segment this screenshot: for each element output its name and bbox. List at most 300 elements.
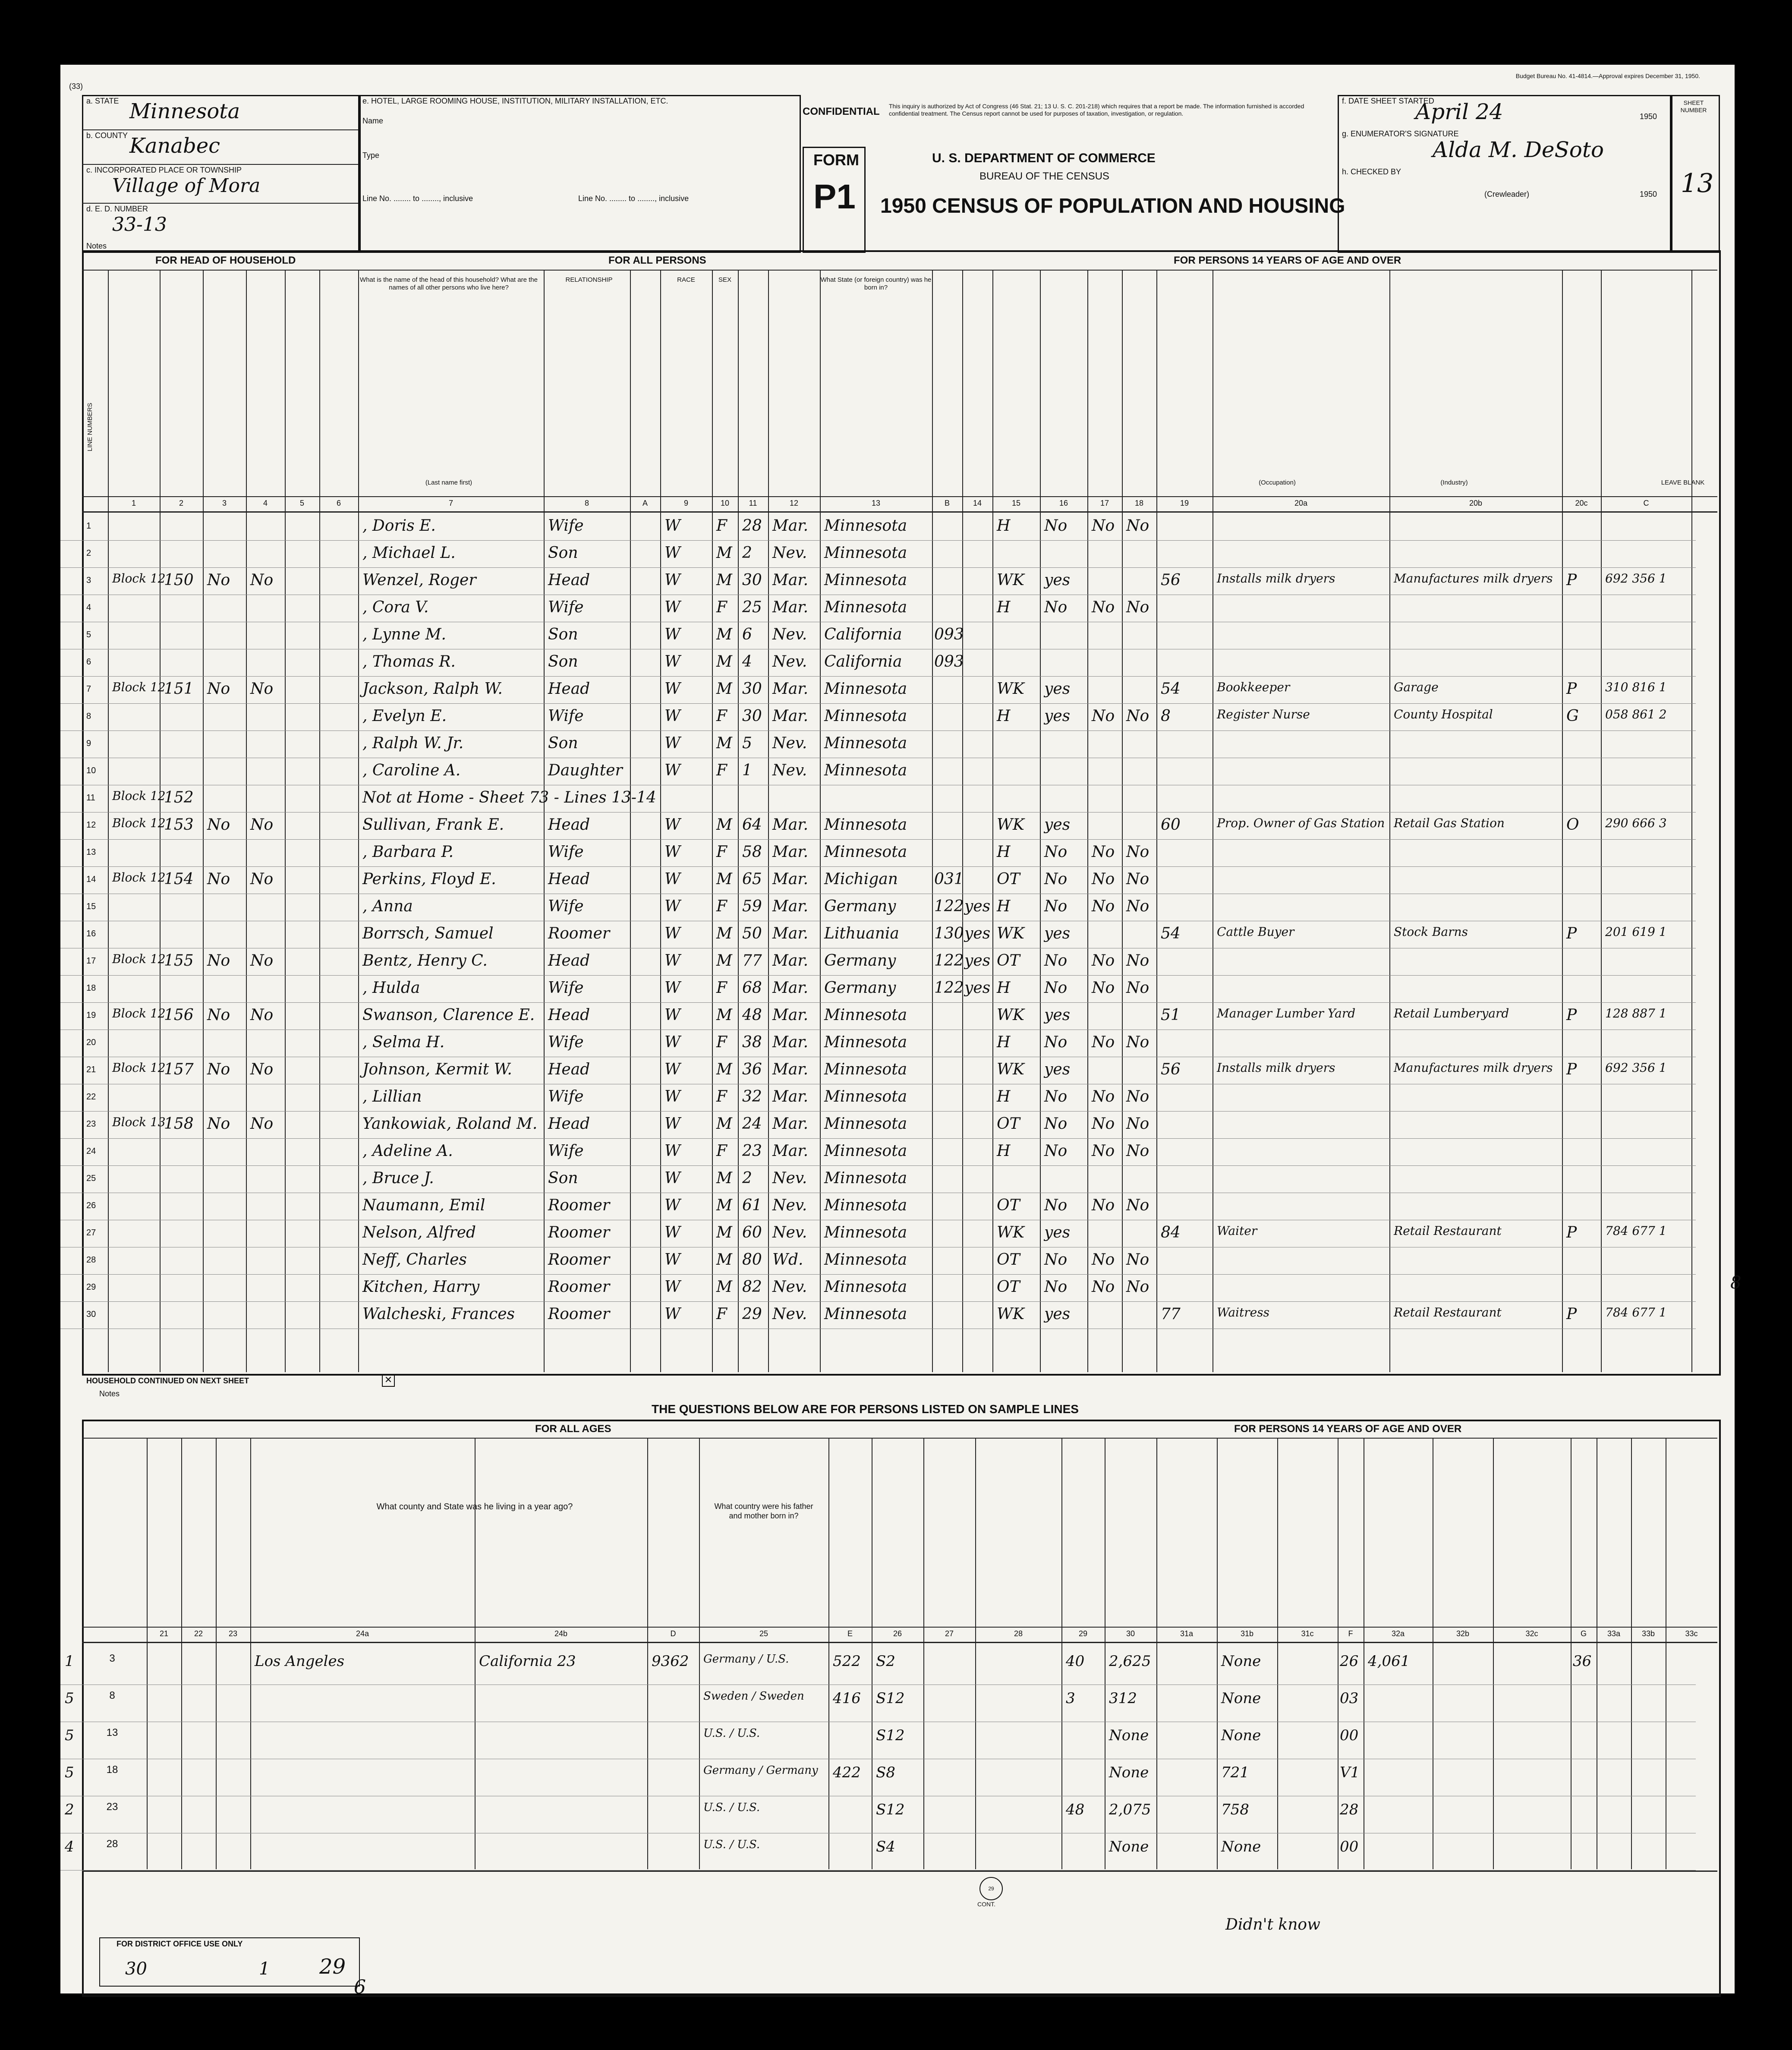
parents-birthplace: U.S. / U.S. (703, 1838, 760, 1851)
sex: M (716, 1278, 732, 1296)
table-row (60, 622, 1696, 649)
column-number: 4 (263, 499, 268, 507)
hours: 8 (1161, 707, 1171, 725)
sex: M (716, 1115, 732, 1133)
has-job: No (1126, 870, 1150, 888)
has-job: No (1126, 979, 1150, 997)
relationship: Wife (548, 843, 584, 861)
race-head: RACE (677, 276, 695, 283)
line-number: 16 (86, 929, 96, 938)
race: W (665, 762, 681, 779)
marital-status: Mar. (772, 870, 809, 888)
other-count: 1 (259, 1959, 270, 1979)
checked-by-label: h. CHECKED BY (1342, 167, 1401, 176)
line-number: 3 (86, 576, 91, 585)
age: 60 (742, 1224, 762, 1241)
column-number: 5 (299, 499, 304, 507)
sample-over14-title: FOR PERSONS 14 YEARS OF AGE AND OVER (1234, 1423, 1462, 1435)
line-number: 29 (86, 1282, 96, 1292)
race: W (665, 544, 681, 562)
table-row (60, 976, 1696, 1003)
birthplace: Minnesota (824, 571, 907, 589)
industry: Stock Barns (1394, 925, 1468, 939)
sample-column-number: G (1580, 1629, 1587, 1638)
serial-number: 150 (164, 571, 194, 589)
parents-birthplace: Sweden / Sweden (703, 1690, 804, 1703)
line-number: 7 (86, 684, 91, 694)
year-label: 1950 (1640, 112, 1657, 121)
block-note: Block 12 (112, 571, 166, 586)
marital-status: Nev. (772, 626, 807, 643)
person-name: , Lynne M. (362, 626, 446, 643)
acres-answer: No (250, 816, 274, 834)
bureau-label: BUREAU OF THE CENSUS (979, 170, 1109, 182)
other-income: None (1221, 1838, 1261, 1855)
sex: M (716, 816, 732, 834)
birthplace: California (824, 653, 902, 671)
marital-status: Mar. (772, 1061, 809, 1078)
sex: M (716, 952, 732, 970)
line-number: 4 (86, 603, 91, 612)
race: W (665, 1088, 681, 1105)
birthplace: Minnesota (824, 1061, 907, 1078)
relationship: Head (548, 1006, 590, 1024)
activity: OT (997, 952, 1020, 970)
table-row (60, 1275, 1696, 1302)
person-name: Wenzel, Roger (362, 571, 476, 589)
column-number: 2 (179, 499, 183, 507)
person-name: , Evelyn E. (362, 707, 447, 725)
column-number: C (1643, 499, 1649, 507)
age: 30 (742, 707, 762, 725)
enumerator-signature: Alda M. DeSoto (1433, 137, 1604, 162)
relationship: Wife (548, 1142, 584, 1160)
farm-answer: No (207, 1061, 230, 1078)
sample-line: 8 (109, 1690, 115, 1701)
worked: No (1044, 1197, 1068, 1214)
column-number: 7 (448, 499, 453, 507)
looking: No (1092, 1115, 1115, 1133)
sample-line: 23 (106, 1801, 118, 1813)
birthplace: Minnesota (824, 816, 907, 834)
sample-column-number: 23 (228, 1629, 238, 1638)
marital-status: Nev. (772, 734, 807, 752)
birth-code: 093 (934, 626, 964, 643)
relationship: Son (548, 734, 578, 752)
industry: Retail Lumberyard (1394, 1006, 1509, 1020)
age: 68 (742, 979, 762, 997)
grade: S4 (876, 1838, 895, 1855)
code-f: V1 (1340, 1764, 1360, 1781)
line-number: 8 (86, 712, 91, 721)
person-name: Naumann, Emil (362, 1197, 485, 1214)
birthplace: Lithuania (824, 925, 899, 942)
county-year-ago: Los Angeles (255, 1653, 345, 1670)
relationship-head: RELATIONSHIP (565, 276, 613, 283)
person-name: Sullivan, Frank E. (362, 816, 504, 834)
sex: F (716, 707, 727, 725)
sample-column-number: 32a (1391, 1629, 1405, 1638)
age: 23 (742, 1142, 762, 1160)
serial-number: 151 (164, 680, 194, 698)
age: 82 (742, 1278, 762, 1296)
table-row (60, 1193, 1696, 1220)
ed-value: 33-13 (112, 214, 167, 236)
naturalized: yes (964, 925, 991, 942)
activity: H (997, 598, 1011, 616)
line-number: 11 (86, 793, 95, 803)
name-subhead: (Last name first) (425, 479, 472, 486)
sample-column-number: 25 (759, 1629, 768, 1638)
grade: S8 (876, 1764, 895, 1781)
column-number: 14 (973, 499, 982, 507)
sample-column-number: 21 (159, 1629, 169, 1638)
worked: yes (1044, 816, 1071, 834)
table-row (60, 921, 1696, 948)
grade: S12 (876, 1727, 905, 1744)
race: W (665, 1224, 681, 1241)
hotel-block (358, 95, 801, 253)
birth-code: 031 (934, 870, 964, 888)
serial-number: 158 (164, 1115, 194, 1133)
sample-mark: 1 (65, 1653, 74, 1670)
activity: WK (997, 571, 1024, 589)
marital-status: Mar. (772, 707, 809, 725)
relationship: Wife (548, 1033, 584, 1051)
line-number: 1 (86, 521, 91, 531)
sex: M (716, 1061, 732, 1078)
state-value: Minnesota (129, 99, 240, 123)
looking: No (1092, 1033, 1115, 1051)
acres-answer: No (250, 571, 274, 589)
sample-column-number: 33b (1641, 1629, 1655, 1638)
parents-birthplace: Germany / U.S. (703, 1653, 789, 1666)
notes-label-2: Notes (99, 1389, 120, 1398)
person-name: , Caroline A. (362, 762, 461, 779)
class-of-worker: G (1566, 707, 1579, 725)
hotel-name-label: Name (362, 117, 384, 125)
relationship: Daughter (548, 762, 623, 779)
age: 32 (742, 1088, 762, 1105)
industry: Retail Restaurant (1394, 1305, 1502, 1319)
worked: No (1044, 598, 1068, 616)
line-number: 9 (86, 739, 91, 748)
age: 2 (742, 1169, 752, 1187)
age: 6 (742, 626, 752, 643)
column-number: 20a (1294, 499, 1308, 507)
farm-answer: No (207, 870, 230, 888)
line-number: 18 (86, 983, 96, 993)
activity: OT (997, 1278, 1020, 1296)
race: W (665, 1169, 681, 1187)
line-number: 30 (86, 1310, 96, 1319)
dept-label: U. S. DEPARTMENT OF COMMERCE (932, 151, 1156, 165)
person-name: , Michael L. (362, 544, 456, 562)
age: 80 (742, 1251, 762, 1269)
race: W (665, 1251, 681, 1269)
line-number: 20 (86, 1038, 96, 1047)
race: W (665, 816, 681, 834)
marital-status: Mar. (772, 517, 809, 535)
birthplace: Minnesota (824, 1224, 907, 1241)
sex: M (716, 626, 732, 643)
person-name: Neff, Charles (362, 1251, 467, 1269)
marital-status: Mar. (772, 680, 809, 698)
farm-answer: No (207, 680, 230, 698)
relationship: Roomer (548, 925, 610, 942)
worked: No (1044, 1278, 1068, 1296)
age: 30 (742, 680, 762, 698)
line-number: 13 (86, 847, 96, 857)
birth-code: 122 (934, 952, 964, 970)
industry: County Hospital (1394, 707, 1493, 721)
has-job: No (1126, 598, 1150, 616)
block-note: Block 12 (112, 789, 166, 803)
person-name: , Selma H. (362, 1033, 445, 1051)
industry: Garage (1394, 680, 1439, 694)
sample-line: 13 (106, 1727, 118, 1738)
table-row (60, 894, 1696, 921)
person-name: , Hulda (362, 979, 420, 997)
person-name: Jackson, Ralph W. (362, 680, 503, 698)
age: 48 (742, 1006, 762, 1024)
sample-column-number: 28 (1014, 1629, 1023, 1638)
wage-income: 2,075 (1109, 1801, 1151, 1818)
state-label: a. STATE (86, 97, 119, 105)
sheet-number: 13 (1681, 168, 1714, 198)
looking: No (1092, 843, 1115, 861)
hours: 56 (1161, 571, 1181, 589)
birthplace: Minnesota (824, 843, 907, 861)
serial-number: 157 (164, 1061, 194, 1078)
sex: F (716, 598, 727, 616)
column-number: 18 (1134, 499, 1144, 507)
table-row (60, 1166, 1696, 1193)
sex: F (716, 979, 727, 997)
activity: OT (997, 1197, 1020, 1214)
activity: H (997, 843, 1011, 861)
grade: S12 (876, 1690, 905, 1707)
table-row (60, 541, 1696, 568)
name-question: What is the name of the head of this household? What are the names of all other persons who live here? (360, 276, 538, 291)
worked: No (1044, 1251, 1068, 1269)
column-number: 1 (131, 499, 136, 507)
sex: M (716, 925, 732, 942)
wage-income: None (1109, 1838, 1149, 1855)
sample-column-number: 33a (1607, 1629, 1621, 1638)
race: W (665, 1305, 681, 1323)
activity: H (997, 1033, 1011, 1051)
census-code: 784 677 1 (1605, 1305, 1667, 1319)
race: W (665, 870, 681, 888)
confidential-label: CONFIDENTIAL (803, 106, 880, 117)
over14-title: FOR PERSONS 14 YEARS OF AGE AND OVER (1174, 255, 1401, 266)
line-number: 22 (86, 1092, 96, 1102)
code-f: 00 (1340, 1838, 1359, 1855)
column-number: 12 (789, 499, 799, 507)
naturalized: yes (964, 979, 991, 997)
state-year-ago: California 23 (479, 1653, 576, 1670)
sex: M (716, 653, 732, 671)
race: W (665, 843, 681, 861)
occupation-head: (Occupation) (1259, 479, 1296, 486)
sample-row (60, 1830, 1696, 1871)
sample-row (60, 1644, 1696, 1685)
relationship: Roomer (548, 1278, 610, 1296)
other-income: None (1221, 1690, 1261, 1707)
hours: 54 (1161, 680, 1181, 698)
column-number: 6 (336, 499, 341, 507)
column-number: B (944, 499, 950, 507)
age: 38 (742, 1033, 762, 1051)
county-value: Kanabec (129, 134, 220, 158)
race: W (665, 680, 681, 698)
looking: No (1092, 952, 1115, 970)
age: 64 (742, 816, 762, 834)
hours: 84 (1161, 1224, 1181, 1241)
person-name: , Bruce J. (362, 1169, 434, 1187)
marital-status: Nev. (772, 1224, 807, 1241)
line-number: 5 (86, 630, 91, 639)
table-row (60, 731, 1696, 758)
relationship: Head (548, 680, 590, 698)
wage-income: None (1109, 1727, 1149, 1744)
race: W (665, 925, 681, 942)
acres-answer: No (250, 1006, 274, 1024)
census-sheet (60, 65, 1742, 1998)
race: W (665, 1115, 681, 1133)
census-code: 310 816 1 (1605, 680, 1667, 694)
table-row (60, 1112, 1696, 1139)
has-job: No (1126, 1251, 1150, 1269)
occupation: Waitress (1217, 1305, 1269, 1319)
sex: M (716, 1006, 732, 1024)
serial-number: 154 (164, 870, 194, 888)
age: 50 (742, 925, 762, 942)
worked: No (1044, 1033, 1068, 1051)
form-number: P1 (813, 177, 856, 216)
table-row (60, 812, 1696, 840)
sample-mark: 5 (65, 1690, 74, 1707)
worked: yes (1044, 925, 1071, 942)
activity: H (997, 1142, 1011, 1160)
table-row (60, 948, 1696, 976)
birthplace: Minnesota (824, 1033, 907, 1051)
sample-column-number: 29 (1078, 1629, 1088, 1638)
person-name: Walcheski, Frances (362, 1305, 515, 1323)
activity: OT (997, 1251, 1020, 1269)
column-number: 20b (1469, 499, 1483, 507)
race: W (665, 626, 681, 643)
other-income: 721 (1221, 1764, 1249, 1781)
lines-total: 30 (125, 1959, 147, 1979)
occupation: Waiter (1217, 1224, 1257, 1238)
birthplace: Minnesota (824, 1088, 907, 1105)
sex: M (716, 1251, 732, 1269)
marital-status: Nev. (772, 1169, 807, 1187)
race: W (665, 1061, 681, 1078)
parents-birthplace: U.S. / U.S. (703, 1801, 760, 1814)
sex: M (716, 571, 732, 589)
sample-column-number: 31a (1180, 1629, 1194, 1638)
table-row (60, 1247, 1696, 1275)
household-continued-checkbox[interactable]: ✕ (382, 1374, 395, 1387)
census-code: 784 677 1 (1605, 1224, 1667, 1238)
code-f: 28 (1340, 1801, 1359, 1818)
acres-answer: No (250, 1115, 274, 1133)
line-number: 14 (86, 875, 96, 884)
worked: No (1044, 1088, 1068, 1105)
activity: H (997, 707, 1011, 725)
farm-answer: No (207, 952, 230, 970)
activity: OT (997, 870, 1020, 888)
serial-number: 156 (164, 1006, 194, 1024)
occupation: Prop. Owner of Gas Station (1217, 816, 1385, 830)
enumerator-label: g. ENUMERATOR'S SIGNATURE (1342, 129, 1459, 138)
activity: WK (997, 680, 1024, 698)
person-name: Johnson, Kermit W. (362, 1061, 512, 1078)
column-number: 11 (749, 499, 757, 507)
sex: F (716, 517, 727, 535)
serial-number: 152 (164, 789, 194, 806)
person-name: , Lillian (362, 1088, 422, 1105)
marital-status: Mar. (772, 816, 809, 834)
has-job: No (1126, 952, 1150, 970)
form-title: 1950 CENSUS OF POPULATION AND HOUSING (880, 195, 1345, 217)
sample-column-number: 24a (356, 1629, 369, 1638)
sample-column-number: 32c (1525, 1629, 1538, 1638)
age: 4 (742, 653, 752, 671)
table-row (60, 758, 1696, 785)
looking: No (1092, 1278, 1115, 1296)
sample-column-number: 22 (194, 1629, 203, 1638)
race: W (665, 1142, 681, 1160)
farm-answer: No (207, 571, 230, 589)
date-started: April 24 (1415, 99, 1503, 124)
activity: WK (997, 1006, 1024, 1024)
activity: H (997, 1088, 1011, 1105)
birthplace: California (824, 626, 902, 643)
sample-row (60, 1792, 1696, 1833)
table-row (60, 840, 1696, 867)
acres-answer: No (250, 870, 274, 888)
head-section-title: FOR HEAD OF HOUSEHOLD (155, 255, 296, 266)
relationship: Roomer (548, 1305, 610, 1323)
q35-answer: Didn't know (1225, 1916, 1320, 1933)
line-number: 19 (86, 1011, 96, 1020)
looking: No (1092, 979, 1115, 997)
wage-income: 312 (1109, 1690, 1137, 1707)
weeks-worked: 40 (1066, 1653, 1085, 1670)
birthplace: Minnesota (824, 734, 907, 752)
person-name: Swanson, Clarence E. (362, 1006, 535, 1024)
sex: M (716, 870, 732, 888)
has-job: No (1126, 1142, 1150, 1160)
person-name: Bentz, Henry C. (362, 952, 488, 970)
farm-answer: No (207, 1115, 230, 1133)
relationship: Son (548, 653, 578, 671)
sample-line: 28 (106, 1838, 118, 1850)
wage-income: None (1109, 1764, 1149, 1781)
farm-answer: No (207, 1006, 230, 1024)
relationship: Roomer (548, 1224, 610, 1241)
line-range-label: Line No. ........ to ........, inclusive (362, 194, 473, 203)
county-label: b. COUNTY (86, 131, 128, 140)
industry: Retail Restaurant (1394, 1224, 1502, 1238)
age: 2 (742, 544, 752, 562)
sample-column-number: 27 (945, 1629, 954, 1638)
place-label: c. INCORPORATED PLACE OR TOWNSHIP (86, 166, 242, 174)
